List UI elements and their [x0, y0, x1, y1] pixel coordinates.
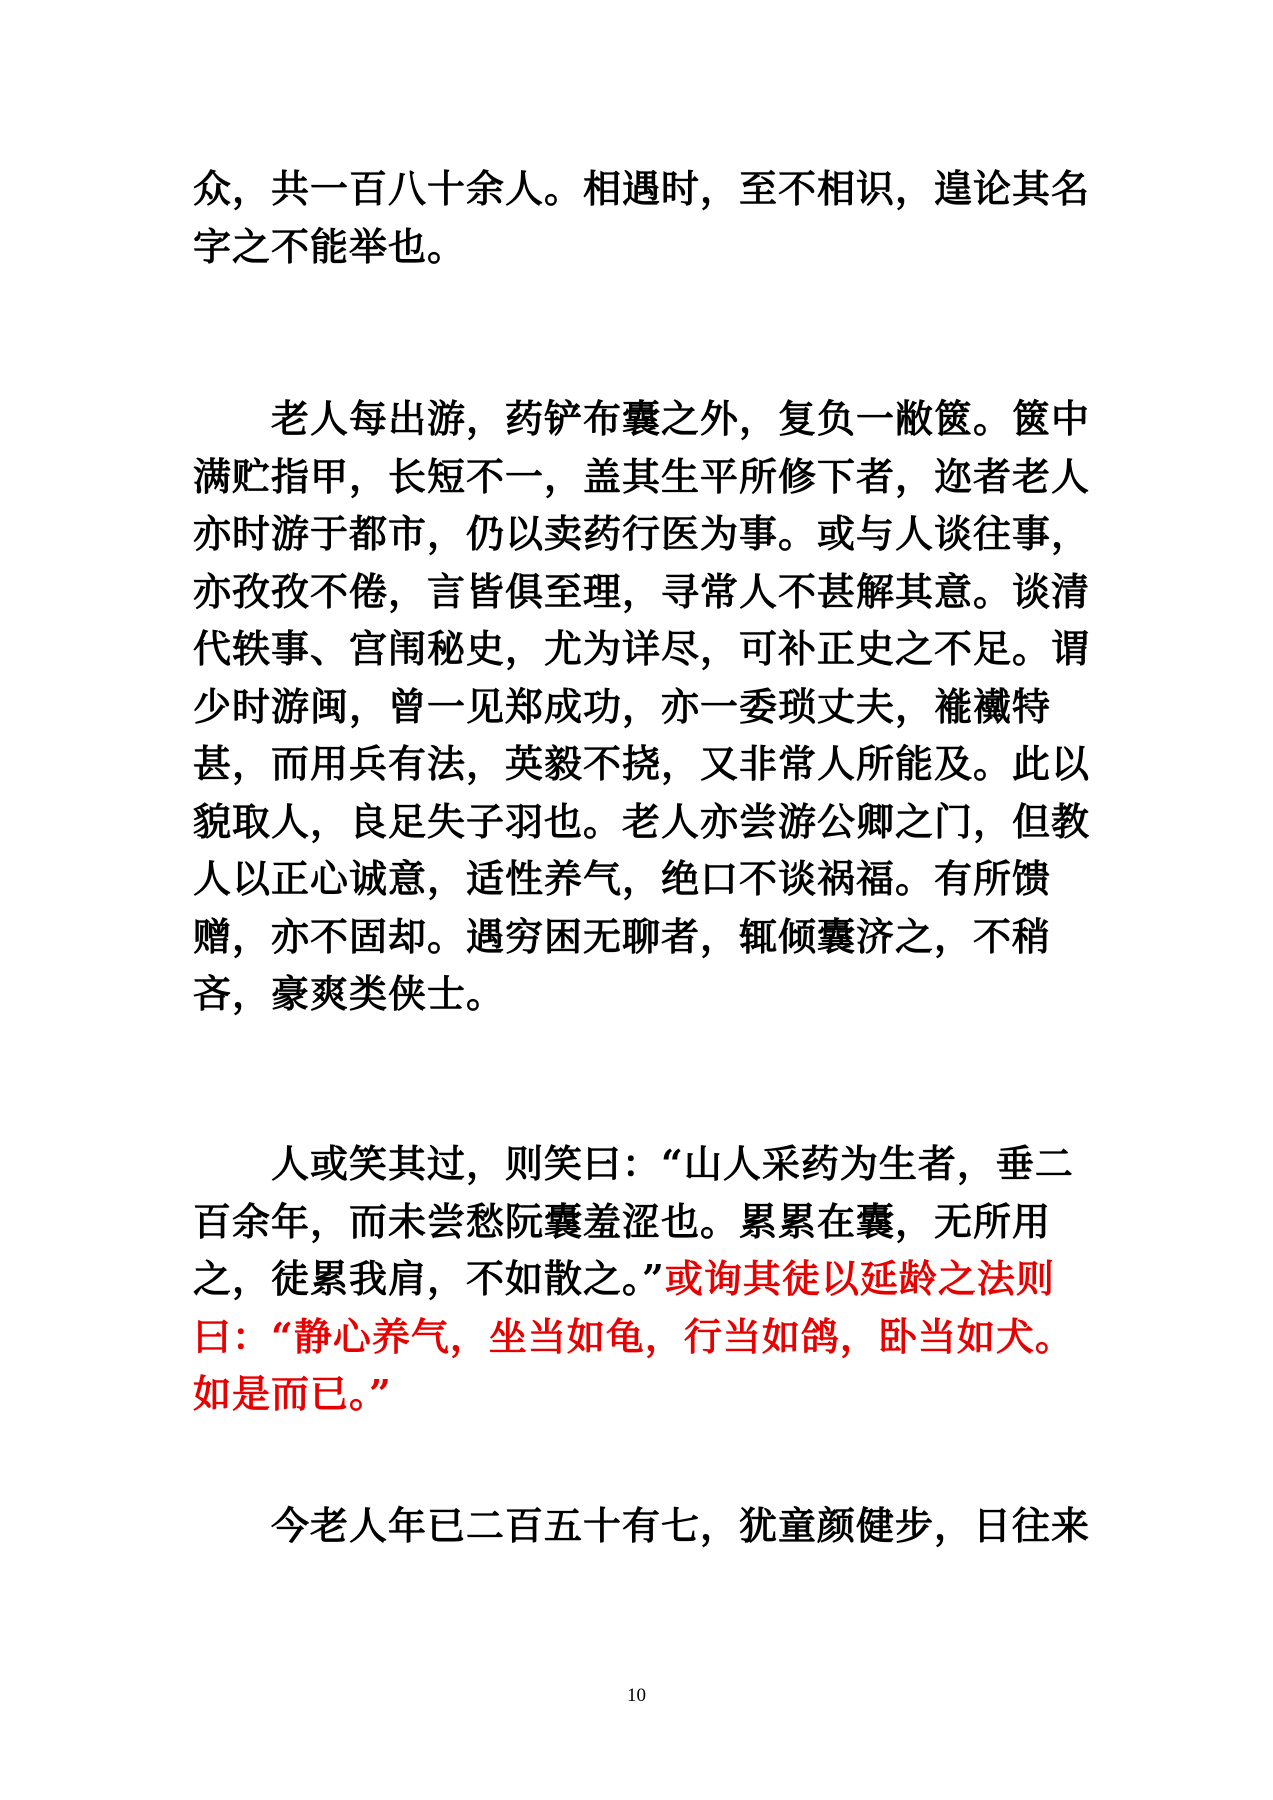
highlighted-text-line: 曰：“静心养气，坐当如龟，行当如鸽，卧当如犬。	[193, 1313, 1074, 1359]
paragraph-4	[193, 1497, 1091, 1555]
text-line: 今老人年已二百五十有七，犹童颜健步，日往来	[271, 1503, 1091, 1548]
paragraph-2	[193, 390, 1091, 1023]
highlighted-text-line: 如是而已。”	[193, 1371, 392, 1416]
paragraph-3	[193, 1135, 1083, 1423]
paragraph-1	[193, 160, 1091, 275]
text-line: 老人每出游，药铲布囊之外，复负一敝篋。篋中	[271, 396, 1091, 441]
text-line: 众，共一百八十余人。相遇时，至不相识，遑论其名	[193, 166, 1091, 211]
text-line: 赠，亦不固却。遇穷困无聊者，辄倾囊济之，不稍	[193, 913, 1052, 959]
text-line-mixed	[193, 1250, 1083, 1308]
text-line: 百余年，而未尝愁阮囊羞涩也。累累在囊，无所用	[193, 1198, 1052, 1244]
text-line: 亦孜孜不倦，言皆俱至理，寻常人不甚解其意。谈清	[193, 568, 1091, 614]
quoted-text: 之，徒累我肩，不如散之。”	[193, 1256, 665, 1301]
text-line: 亦时游于都市，仍以卖药行医为事。或与人谈往事，	[193, 511, 1091, 556]
page-number: 10	[627, 1685, 646, 1706]
text-line: 甚，而用兵有法，英毅不挠，又非常人所能及。此以	[193, 741, 1091, 786]
text-line: 代轶事、宫闱秘史，尤为详尽，可补正史之不足。谓	[193, 626, 1091, 671]
text-line: 人或笑其过，则笑曰：“山人采药为生者，垂二	[271, 1141, 1074, 1186]
text-line: 字之不能举也。	[193, 223, 467, 269]
text-line: 貌取人，良足失子羽也。老人亦尝游公卿之门，但教	[193, 798, 1091, 844]
highlighted-text: 或询其徒以延龄之法则	[664, 1256, 1055, 1301]
text-line: 吝，豪爽类侠士。	[193, 971, 506, 1016]
text-line: 少时游闽，曾一见郑成功，亦一委琐丈夫，褦襶特	[193, 683, 1052, 729]
text-line: 人以正心诚意，适性养气，绝口不谈祸福。有所馈	[193, 856, 1052, 901]
text-line: 满贮指甲，长短不一，盖其生平所修下者，迩者老人	[193, 453, 1091, 499]
